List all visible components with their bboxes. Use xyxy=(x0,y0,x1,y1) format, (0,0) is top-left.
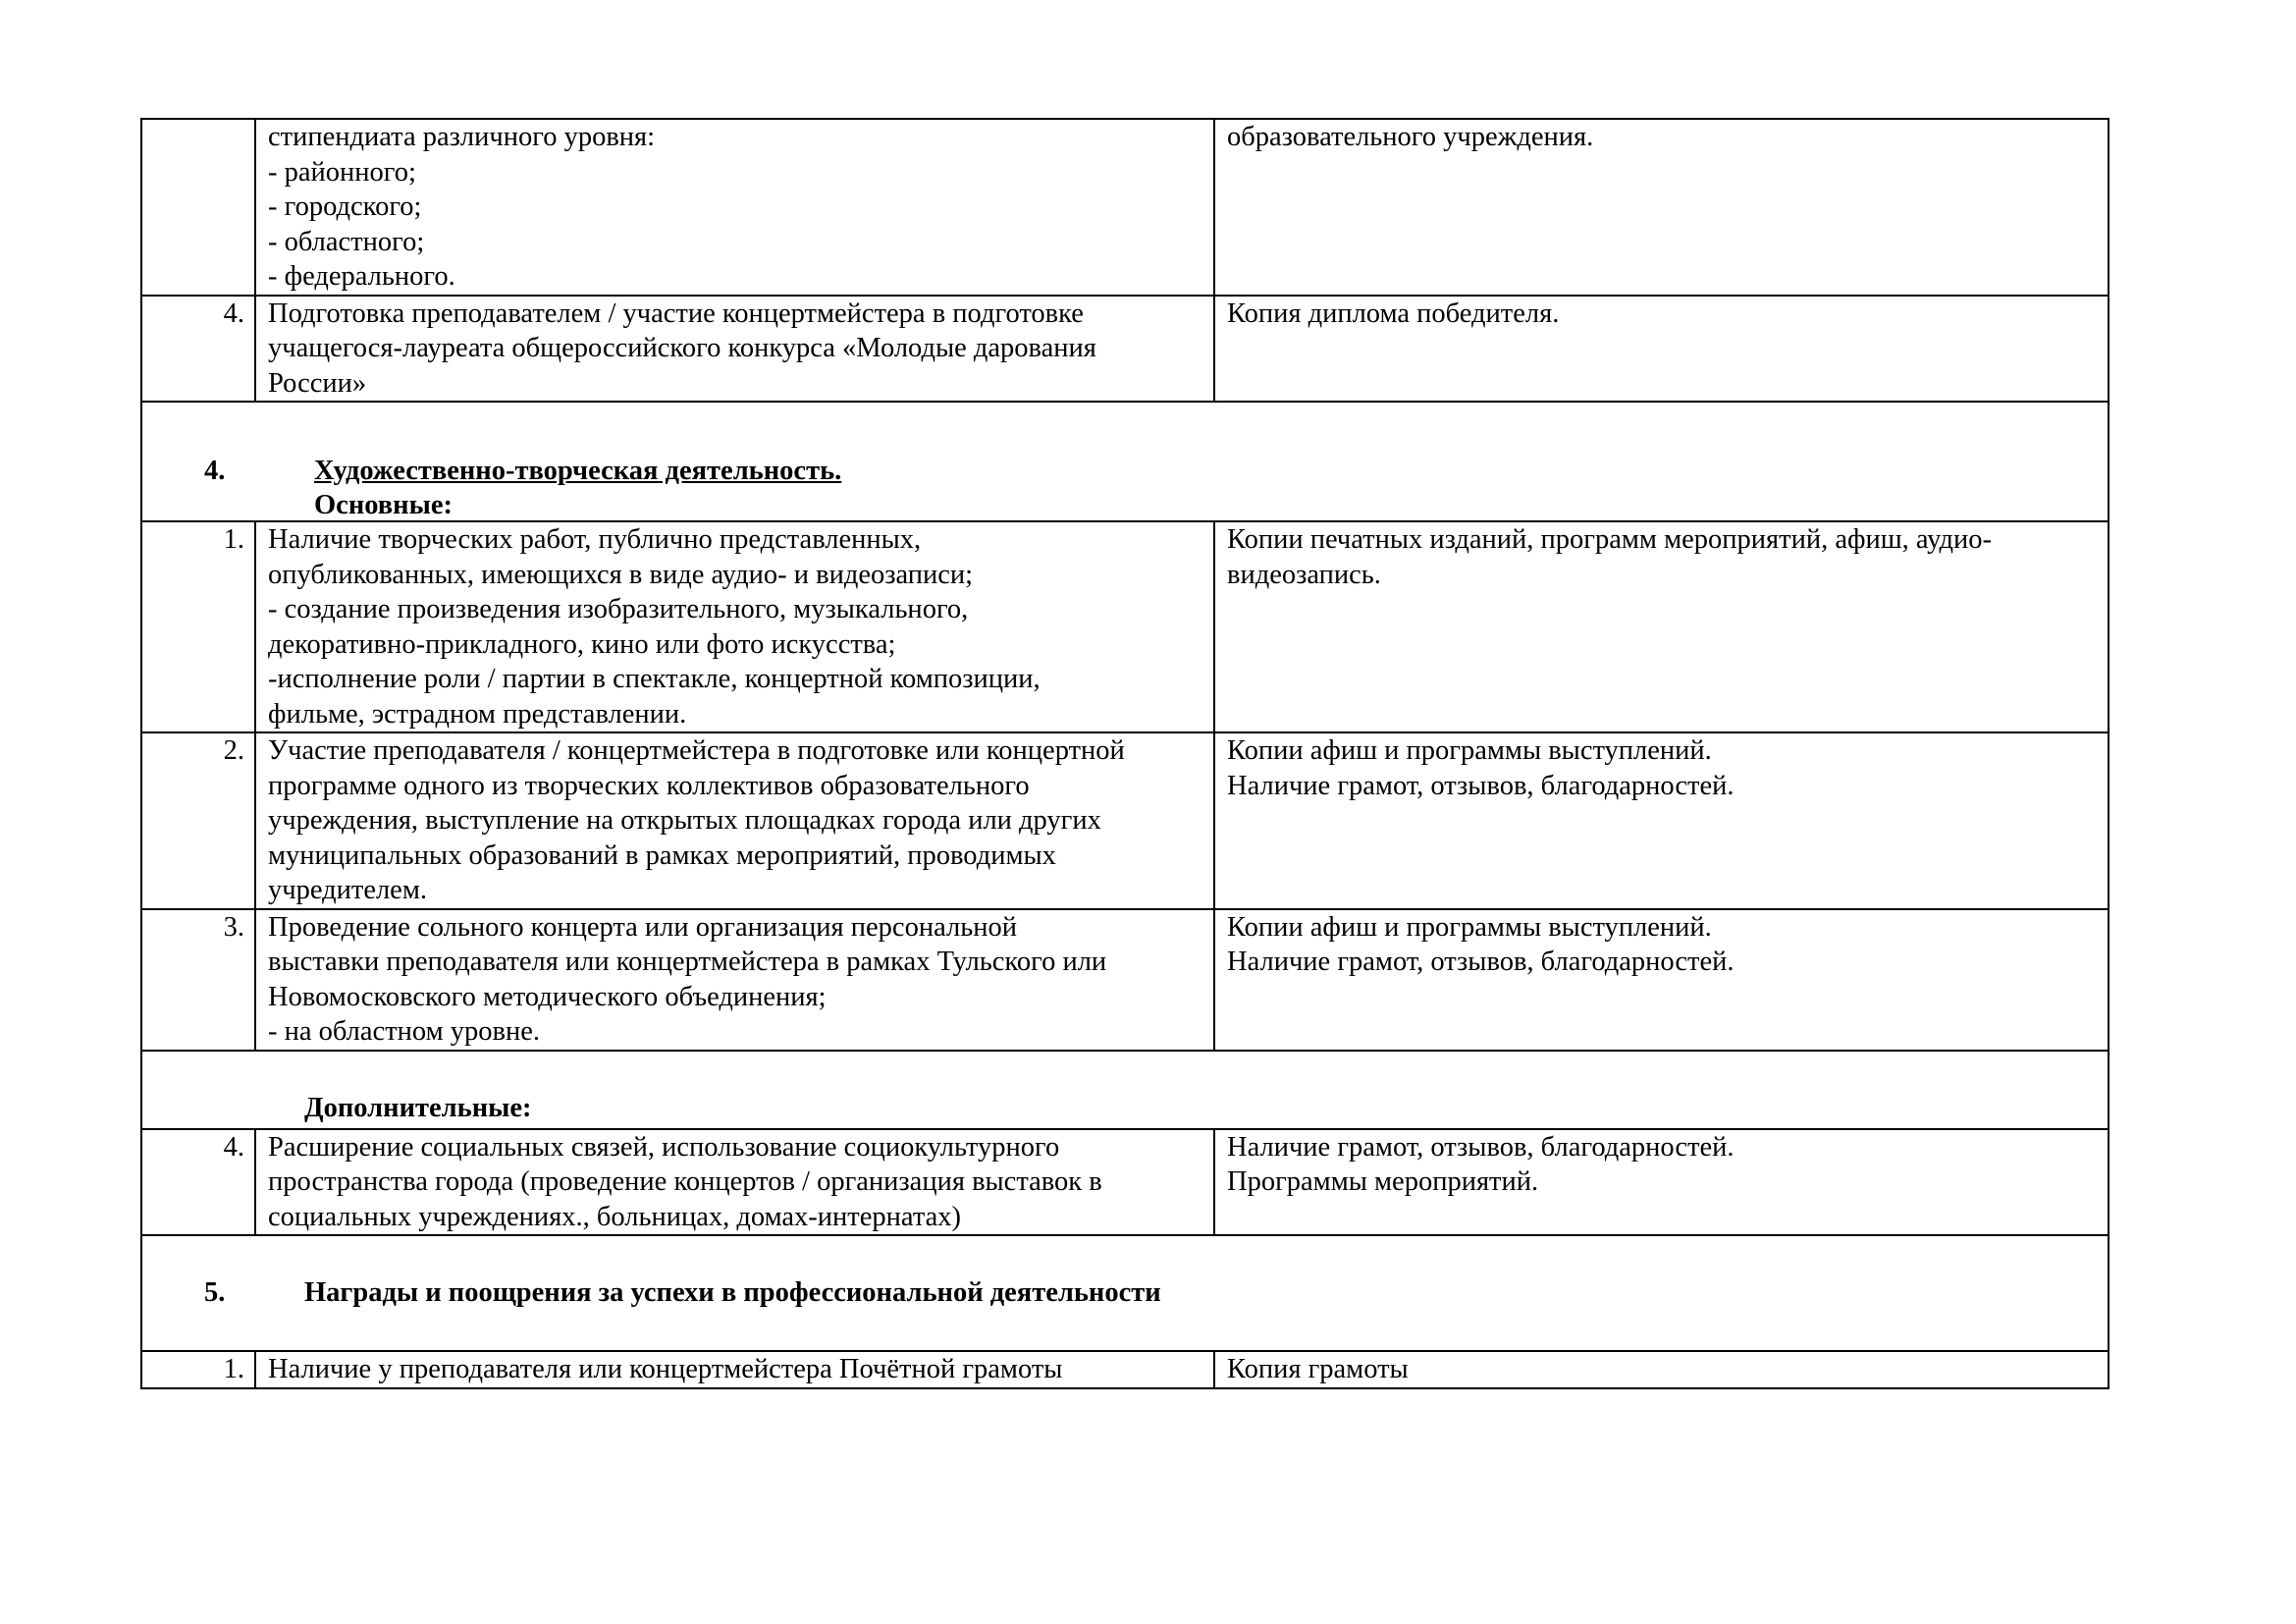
criterion-line: фильме, эстрадном представлении. xyxy=(268,698,687,730)
evidence-line: Копия грамоты xyxy=(1227,1354,1409,1384)
criterion-line: пространства города (проведение концертов / организация выставок в xyxy=(268,1166,1102,1197)
criterion-line: Новомосковского методического объединения; xyxy=(268,981,827,1012)
row-number-cell xyxy=(141,119,255,296)
criterion-line: - областного; xyxy=(268,226,425,257)
section-subtitle: Дополнительные: xyxy=(304,1092,532,1123)
table-row xyxy=(141,1351,2109,1388)
criterion-cell xyxy=(255,1129,1214,1236)
section-header-row xyxy=(141,1051,2109,1129)
evidence-line: Наличие грамот, отзывов, благодарностей. xyxy=(1227,1131,1735,1163)
criterion-line: - федерального. xyxy=(268,261,455,292)
evidence-line: Копии печатных изданий, программ мероприятий, афиш, аудио- xyxy=(1227,524,1993,555)
evidence-line: видеозапись. xyxy=(1227,559,1381,590)
section-number: 4. xyxy=(204,456,226,486)
evidence-line: Копии афиш и программы выступлений. xyxy=(1227,735,1712,766)
criterion-line: Расширение социальных связей, использование социокультурного xyxy=(268,1131,1060,1163)
criterion-line: России» xyxy=(268,367,367,399)
evidence-cell xyxy=(1214,296,2109,403)
table-row xyxy=(141,732,2109,909)
criterion-line: - на областном уровне. xyxy=(268,1016,541,1047)
row-number-cell: 4. xyxy=(141,1129,255,1236)
evidence-cell xyxy=(1214,119,2109,296)
evidence-line: Копии афиш и программы выступлений. xyxy=(1227,911,1712,943)
section-number: 5. xyxy=(204,1277,226,1308)
criterion-cell xyxy=(255,732,1214,909)
section-header-row xyxy=(141,1235,2109,1351)
criterion-line: декоративно-прикладного, кино или фото искусства; xyxy=(268,628,896,660)
row-number-cell: 1. xyxy=(141,521,255,732)
evidence-line: Копия диплома победителя. xyxy=(1227,298,1560,329)
criterion-line: учредителем. xyxy=(268,875,427,905)
section-subtitle: Основные: xyxy=(314,490,453,520)
table-row xyxy=(141,521,2109,732)
criterion-line: - районного; xyxy=(268,156,416,188)
table-row xyxy=(141,119,2109,296)
criterion-line: Подготовка преподавателем / участие концертмейстера в подготовке xyxy=(268,298,1084,329)
row-number-cell: 2. xyxy=(141,732,255,909)
table-row xyxy=(141,909,2109,1051)
criterion-line: выставки преподавателя или концертмейстера в рамках Тульского или xyxy=(268,947,1107,977)
criterion-line: Наличие творческих работ, публично представленных, xyxy=(268,524,922,555)
table-row xyxy=(141,296,2109,403)
criterion-line: -исполнение роли / партии в спектакле, концертной композиции, xyxy=(268,664,1041,694)
row-number-cell: 3. xyxy=(141,909,255,1051)
criterion-line: Участие преподавателя / концертмейстера в подготовке или концертной xyxy=(268,735,1125,766)
section-header-cell xyxy=(141,1051,2109,1129)
criterion-line: Проведение сольного концерта или организация персональной xyxy=(268,911,1017,943)
criterion-line: учащегося-лауреата общероссийского конкурса «Молодые дарования xyxy=(268,333,1096,363)
criterion-line: учреждения, выступление на открытых площадках города или других xyxy=(268,805,1101,836)
evidence-cell xyxy=(1214,521,2109,732)
criterion-cell xyxy=(255,909,1214,1051)
criterion-cell xyxy=(255,296,1214,403)
evidence-line: Программы мероприятий. xyxy=(1227,1166,1539,1197)
evidence-line: Наличие грамот, отзывов, благодарностей. xyxy=(1227,770,1735,801)
evidence-cell xyxy=(1214,732,2109,909)
criterion-cell xyxy=(255,1351,1214,1388)
criterion-line: - городского; xyxy=(268,191,422,222)
criterion-line: Наличие у преподавателя или концертмейстера Почётной грамоты xyxy=(268,1354,1063,1384)
table-row xyxy=(141,1129,2109,1236)
criterion-line: стипендиата различного уровня: xyxy=(268,122,656,152)
section-header-cell xyxy=(141,402,2109,521)
section-title: Награды и поощрения за успехи в профессиональной деятельности xyxy=(304,1277,1161,1308)
criterion-line: программе одного из творческих коллективов образовательного xyxy=(268,770,1030,801)
evidence-line: Наличие грамот, отзывов, благодарностей. xyxy=(1227,947,1735,977)
evidence-line: образовательного учреждения. xyxy=(1227,122,1594,152)
row-number-cell: 1. xyxy=(141,1351,255,1388)
criterion-line: муниципальных образований в рамках мероприятий, проводимых xyxy=(268,839,1056,871)
criterion-cell xyxy=(255,119,1214,296)
section-header-cell xyxy=(141,1235,2109,1351)
criteria-table xyxy=(140,118,2109,1389)
section-title: Художественно-творческая деятельность. xyxy=(314,456,842,486)
row-number-cell: 4. xyxy=(141,296,255,403)
criterion-cell xyxy=(255,521,1214,732)
criterion-line: опубликованных, имеющихся в виде аудио- и видеозаписи; xyxy=(268,559,974,590)
criterion-line: - создание произведения изобразительного, музыкального, xyxy=(268,594,969,624)
evidence-cell xyxy=(1214,1129,2109,1236)
criterion-line: социальных учреждениях., больницах, домах-интернатах) xyxy=(268,1201,962,1232)
section-header-row xyxy=(141,402,2109,521)
evidence-cell xyxy=(1214,909,2109,1051)
evidence-cell xyxy=(1214,1351,2109,1388)
